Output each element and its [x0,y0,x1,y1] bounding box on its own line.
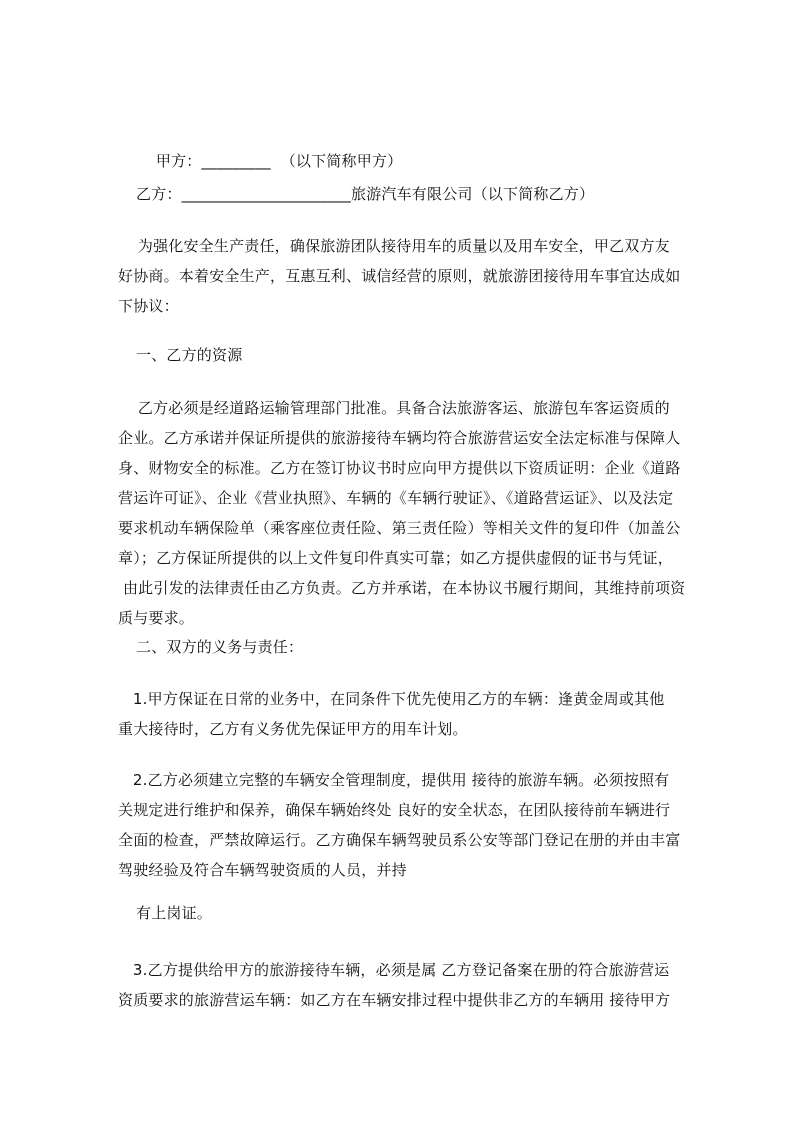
intro-line: 为强化安全生产责任，确保旅游团队接待用车的质量以及用车安全，甲乙双方友 [118,237,670,255]
intro-line: 好协商。本着安全生产，互惠互利、诚信经营的原则，就旅游团接待用车事宜达成如 [118,267,681,285]
body-line: 关规定进行维护和保养，确保车辆始终处 良好的安全状态，在团队接待前车辆进行 [118,801,671,819]
body-line: 乙方必须是经道路运输管理部门批准。具备合法旅游客运、旅游包车客运资质的 [118,399,670,417]
body-line: 重大接待时，乙方有义务优先保证甲方的用车计划。 [118,720,468,738]
body-line: 质与要求。 [118,609,195,627]
body-line: 由此引发的法律责任由乙方负责。乙方并承诺，在本协议书履行期间，其维持前项资 [118,579,686,597]
body-line: 1.甲方保证在日常的业务中，在同条件下优先使用乙方的车辆：逢黄金周或其他 [118,690,665,708]
body-line: 资质要求的旅游营运车辆：如乙方在车辆安排过程中提供非乙方的车辆用 接待甲方 [118,991,671,1009]
body-line: 要求机动车辆保险单（乘客座位责任险、第三责任险）等相关文件的复印件（加盖公 [118,519,681,537]
section-2-item-2-tail: 有上岗证。 [136,904,213,922]
section-2-title: 二、双方的义务与责任： [136,638,304,656]
party-b-line: 乙方：______________________旅游汽车有限公司（以下简称乙方） [136,185,595,203]
section-2-item-1 [118,684,698,744]
intro-line: 下协议： [118,297,179,315]
party-a-suffix: （以下简称甲方） [280,152,403,170]
section-2-item-3 [118,955,698,1015]
body-line: 驾驶经验及符合车辆驾驶资质的人员，并持 [118,861,407,879]
section-1-body [118,393,698,633]
body-line: 全面的检查，严禁故障运行。乙方确保车辆驾驶员系公安等部门登记在册的并由丰富 [118,831,681,849]
section-1-title: 一、乙方的资源 [136,346,243,364]
body-line: 企业。乙方承诺并保证所提供的旅游接待车辆均符合旅游营运安全法定标准与保障人 [118,429,681,447]
body-line: 身、财物安全的标准。乙方在签订协议书时应向甲方提供以下资质证明：企业《道路 [118,459,681,477]
intro-paragraph [118,231,698,321]
party-a-line [136,131,402,191]
party-a-label: 甲方：_________ [155,152,271,170]
body-line: 3.乙方提供给甲方的旅游接待车辆，必须是属 乙方登记备案在册的符合旅游营运 [118,961,670,979]
section-2-item-2 [118,765,698,885]
body-line: 2.乙方必须建立完整的车辆安全管理制度，提供用 接待的旅游车辆。必须按照有 [118,771,670,789]
body-line: 营运许可证》、企业《营业执照》、车辆的《车辆行驶证》、《道路营运证》、以及法定 [118,489,674,507]
body-line: 章）；乙方保证所提供的以上文件复印件真实可靠；如乙方提供虚假的证书与凭证， [118,549,673,567]
